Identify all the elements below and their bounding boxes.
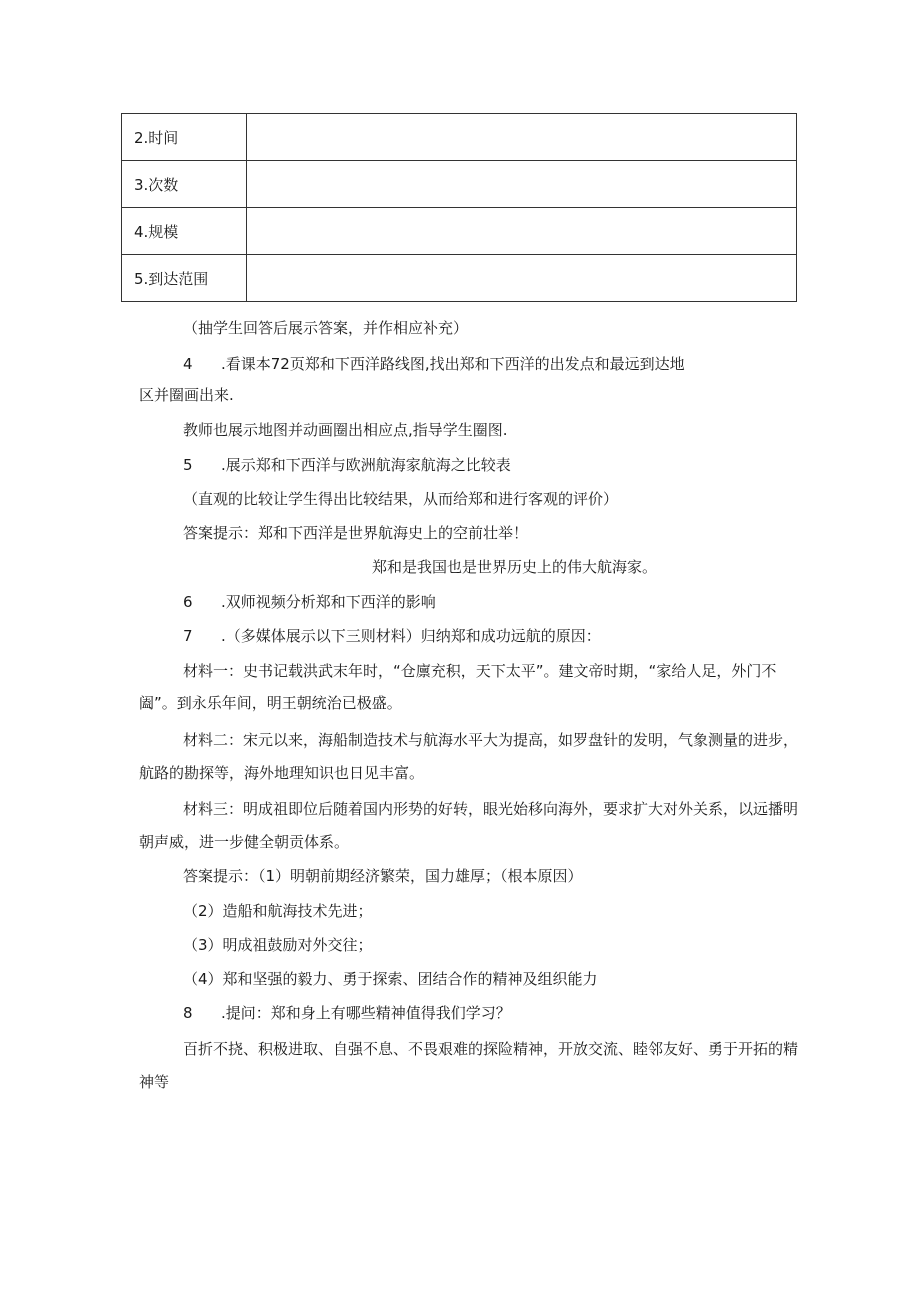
item-5 [183,455,511,475]
answer-point: （3）明成祖鼓励对外交往； [183,936,373,954]
teacher-note: 教师也展示地图并动画圈出相应点,指导学生圈图. [183,421,508,439]
item-number: 4 [183,355,193,373]
answer-point: （2）造船和航海技术先进； [183,902,373,920]
item-8-answer: 百折不挠、积极进取、自强不息、不畏艰难的探险精神，开放交流、睦邻友好、勇于开拓的精 [183,1040,799,1058]
note-paragraph: （抽学生回答后展示答案，并作相应补充） [183,319,469,337]
material-2: 材料二：宋元以来，海船制造技术与航海水平大为提高，如罗盘针的发明，气象测量的进步， [183,731,799,749]
item-text: .展示郑和下西洋与欧洲航海家航海之比较表 [221,456,511,474]
item-number: 8 [183,1004,193,1022]
item-6 [183,592,436,612]
item-text: .双师视频分析郑和下西洋的影响 [221,593,436,611]
answer-hint: 答案提示：（1）明朝前期经济繁荣，国力雄厚；（根本原因） [183,867,583,885]
table-row [122,208,797,255]
item-number: 7 [183,627,193,645]
info-table [121,113,797,302]
answer-hint-continuation: 郑和是我国也是世界历史上的伟大航海家。 [372,558,658,576]
item-7 [183,626,601,646]
material-1: 材料一：史书记载洪武末年时，“仓廪充积，天下太平”。建文帝时期，“家给人足，外门不 [183,662,777,680]
row-label: 5.到达范围 [122,255,247,302]
item-number: 5 [183,456,193,474]
item-8-answer-continuation: 神等 [139,1073,170,1091]
item-4 [183,354,685,374]
row-label: 2.时间 [122,114,247,161]
answer-cell [247,161,797,208]
answer-cell [247,255,797,302]
answer-hint: 答案提示：郑和下西洋是世界航海史上的空前壮举！ [183,524,529,542]
item-8 [183,1003,511,1023]
table-row [122,161,797,208]
item-number: 6 [183,593,193,611]
row-label: 3.次数 [122,161,247,208]
row-label: 4.规模 [122,208,247,255]
table-row [122,114,797,161]
item-text: .提问：郑和身上有哪些精神值得我们学习？ [221,1004,511,1022]
note-paragraph: （直观的比较让学生得出比较结果，从而给郑和进行客观的评价） [183,490,619,508]
material-3-continuation: 朝声威，进一步健全朝贡体系。 [139,833,350,851]
answer-cell [247,114,797,161]
item-4-continuation: 区并圈画出来. [139,386,234,404]
item-text: .（多媒体展示以下三则材料）归纳郑和成功远航的原因： [221,627,601,645]
item-text: .看课本72页郑和下西洋路线图,找出郑和下西洋的出发点和最远到达地 [221,355,685,373]
answer-point: （4）郑和坚强的毅力、勇于探索、团结合作的精神及组织能力 [183,970,598,988]
answer-cell [247,208,797,255]
material-2-continuation: 航路的勘探等，海外地理知识也日见丰富。 [139,764,425,782]
table-row [122,255,797,302]
material-1-continuation: 阖”。到永乐年间，明王朝统治已极盛。 [139,694,402,712]
material-3: 材料三：明成祖即位后随着国内形势的好转，眼光始移向海外，要求扩大对外关系，以远播明 [183,800,799,818]
